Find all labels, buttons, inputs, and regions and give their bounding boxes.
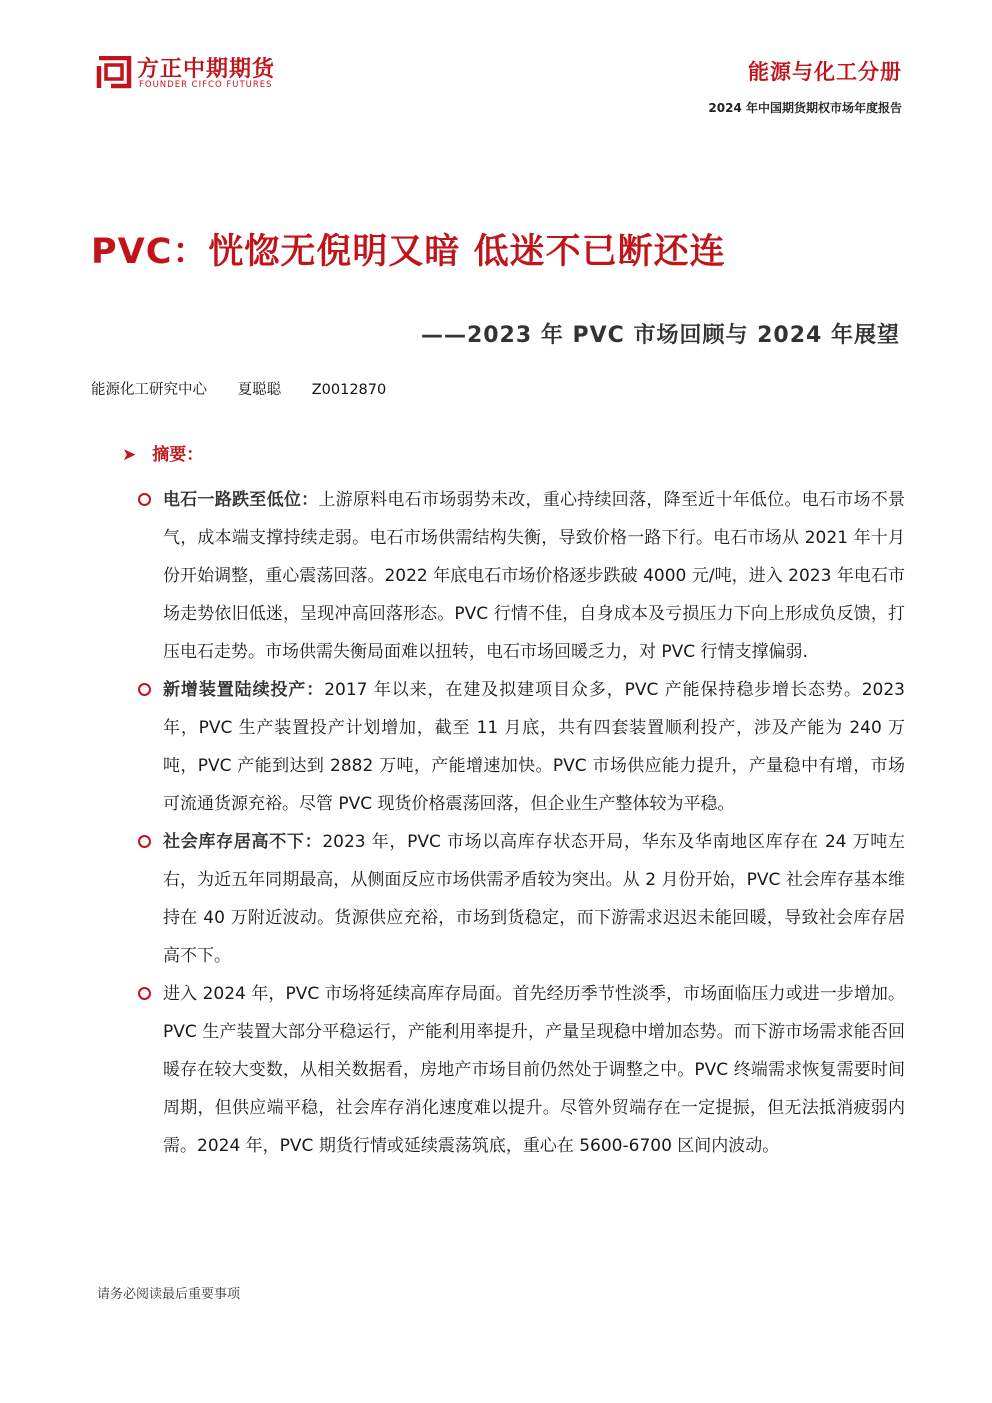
founder-logo-icon — [95, 56, 133, 90]
summary-item-lead: 新增装置陆续投产： — [163, 680, 325, 700]
author-line — [91, 378, 412, 399]
circle-bullet-icon — [138, 493, 151, 506]
author-license-id: Z0012870 — [311, 382, 387, 398]
report-title: 2024 年中国期货期权市场年度报告 — [708, 101, 902, 115]
author-department: 能源化工研究中心 — [91, 382, 207, 398]
circle-bullet-icon — [138, 987, 151, 1000]
summary-item — [163, 975, 905, 1165]
summary-heading — [122, 440, 203, 465]
logo-chinese-name: 方正中期期货 — [137, 57, 276, 82]
company-logo — [95, 52, 295, 94]
footer-notice: 请务必阅读最后重要事项 — [97, 1287, 241, 1302]
summary-item-text: 上游原料电石市场弱势未改，重心持续回落，降至近十年低位。电石市场不景气，成本端支撑持续走弱。电石市场供需结构失衡，导致价格一路下行。电石市场从 2021 年十月份开始调整，重心震荡回落。2022 年底电石市场价格逐步跌破 4000 元/吨，进入 2023 年电石市场走势依旧低迷，呈现冲高回落形态。PVC 行情不佳，自身成本及亏损压力下向上形成负反馈，打压电石走势。市场供需失衡局面难以扭转，电石市场回暖乏力，对 PVC 行情支撑偏弱. — [163, 490, 906, 662]
summary-item-lead: 电石一路跌至低位： — [163, 490, 319, 510]
summary-item-text: 2023 年，PVC 市场以高库存状态开局，华东及华南地区库存在 24 万吨左右，为近五年同期最高，从侧面反应市场供需矛盾较为突出。从 2 月份开始，PVC 社会库存基本维持在 40 万附近波动。货源供应充裕，市场到货稳定，而下游需求迟迟未能回暖，导致社会库存居高不下。 — [163, 832, 906, 966]
main-title: PVC：恍惚无倪明又暗 低迷不已断还连 — [91, 232, 726, 272]
section-title: 能源与化工分册 — [748, 60, 902, 84]
logo-english-name: FOUNDER CIFCO FUTURES — [139, 80, 273, 90]
summary-heading-label: 摘要： — [152, 445, 204, 465]
summary-content — [163, 481, 905, 1165]
author-name: 夏聪聪 — [237, 382, 282, 398]
circle-bullet-icon — [138, 835, 151, 848]
summary-item-lead: 社会库存居高不下： — [163, 832, 323, 852]
summary-item — [163, 671, 905, 823]
summary-item-text: 2017 年以来，在建及拟建项目众多，PVC 产能保持稳步增长态势。2023 年，PVC 生产装置投产计划增加，截至 11 月底，共有四套装置顺利投产，涉及产能为 240 万吨，PVC 产能到达到 2882 万吨，产能增速加快。PVC 市场供应能力提升，产量稳中有增，市场可流通货源充裕。尽管 PVC 现货价格震荡回落，但企业生产整体较为平稳。 — [163, 680, 905, 814]
summary-item-text: 进入 2024 年，PVC 市场将延续高库存局面。首先经历季节性淡季，市场面临压力或进一步增加。PVC 生产装置大部分平稳运行，产能利用率提升，产量呈现稳中增加态势。而下游市场需求能否回暖存在较大变数，从相关数据看，房地产市场目前仍然处于调整之中。PVC 终端需求恢复需要时间周期，但供应端平稳，社会库存消化速度难以提升。尽管外贸端存在一定提振，但无法抵消疲弱内需。2024 年，PVC 期货行情或延续震荡筑底，重心在 5600-6700 区间内波动。 — [163, 984, 905, 1156]
summary-item — [163, 823, 905, 975]
subtitle: ——2023 年 PVC 市场回顾与 2024 年展望 — [420, 323, 900, 348]
arrow-right-icon: ➤ — [122, 445, 137, 465]
circle-bullet-icon — [138, 683, 151, 696]
summary-item — [163, 481, 905, 671]
